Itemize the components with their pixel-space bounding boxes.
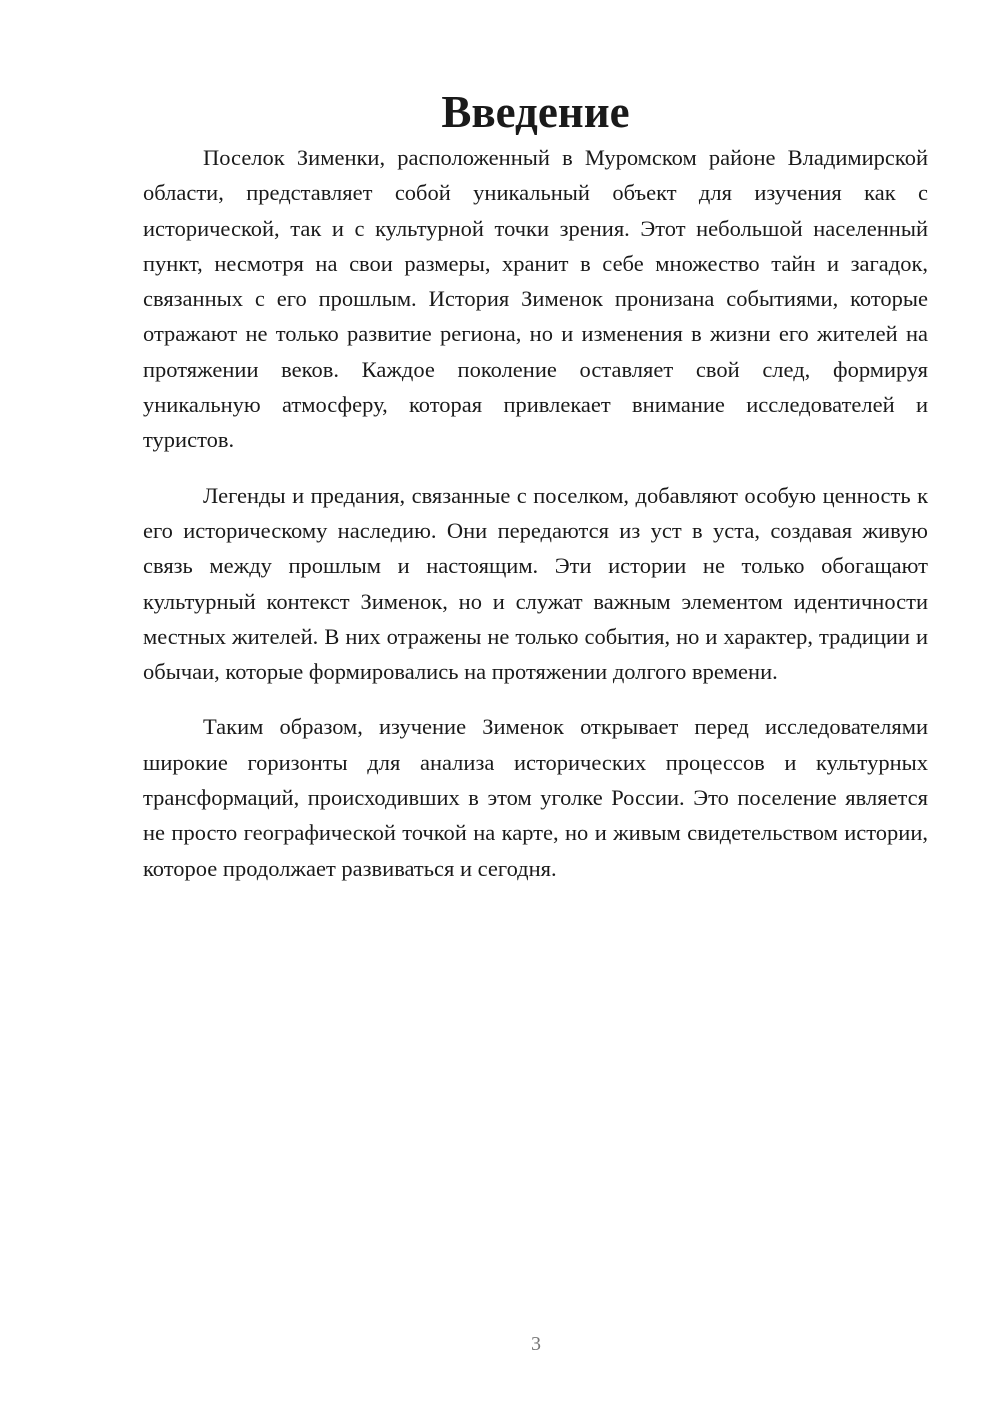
paragraph-3: Таким образом, изучение Зименок открывает перед исследователями широкие горизонты для анализа исторических процессов и культурных трансформаций, происходивших в этом уголке России. Это поселение является не просто географической точкой на карте, но и живым свидетельством истории, которое продолжает развиваться и сегодня. xyxy=(143,714,928,881)
paragraph-1: Поселок Зименки, расположенный в Муромском районе Владимирской области, представляет собой уникальный объект для изучения как с исторической, так и с культурной точки зрения. Этот небольшой населенный пункт, несмотря на свои размеры, хранит в себе множество тайн и загадок, связанных с его прошлым. История Зименок пронизана событиями, которые отражают не только развитие региона, но и изменения в жизни его жителей на протяжении веков. Каждое поколение оставляет свой след, формируя уникальную атмосферу, которая привлекает внимание исследователей и туристов. xyxy=(143,145,928,453)
page-number: 3 xyxy=(531,1333,541,1355)
section-heading: Введение xyxy=(441,87,630,137)
page-content xyxy=(143,87,928,886)
paragraph-2: Легенды и предания, связанные с поселком, добавляют особую ценность к его историческому наследию. Они передаются из уст в уста, создавая живую связь между прошлым и настоящим. Эти истории не только обогащают культурный контекст Зименок, но и служат важным элементом идентичности местных жителей. В них отражены не только события, но и характер, традиции и обычаи, которые формировались на протяжении долгого времени. xyxy=(143,482,928,685)
